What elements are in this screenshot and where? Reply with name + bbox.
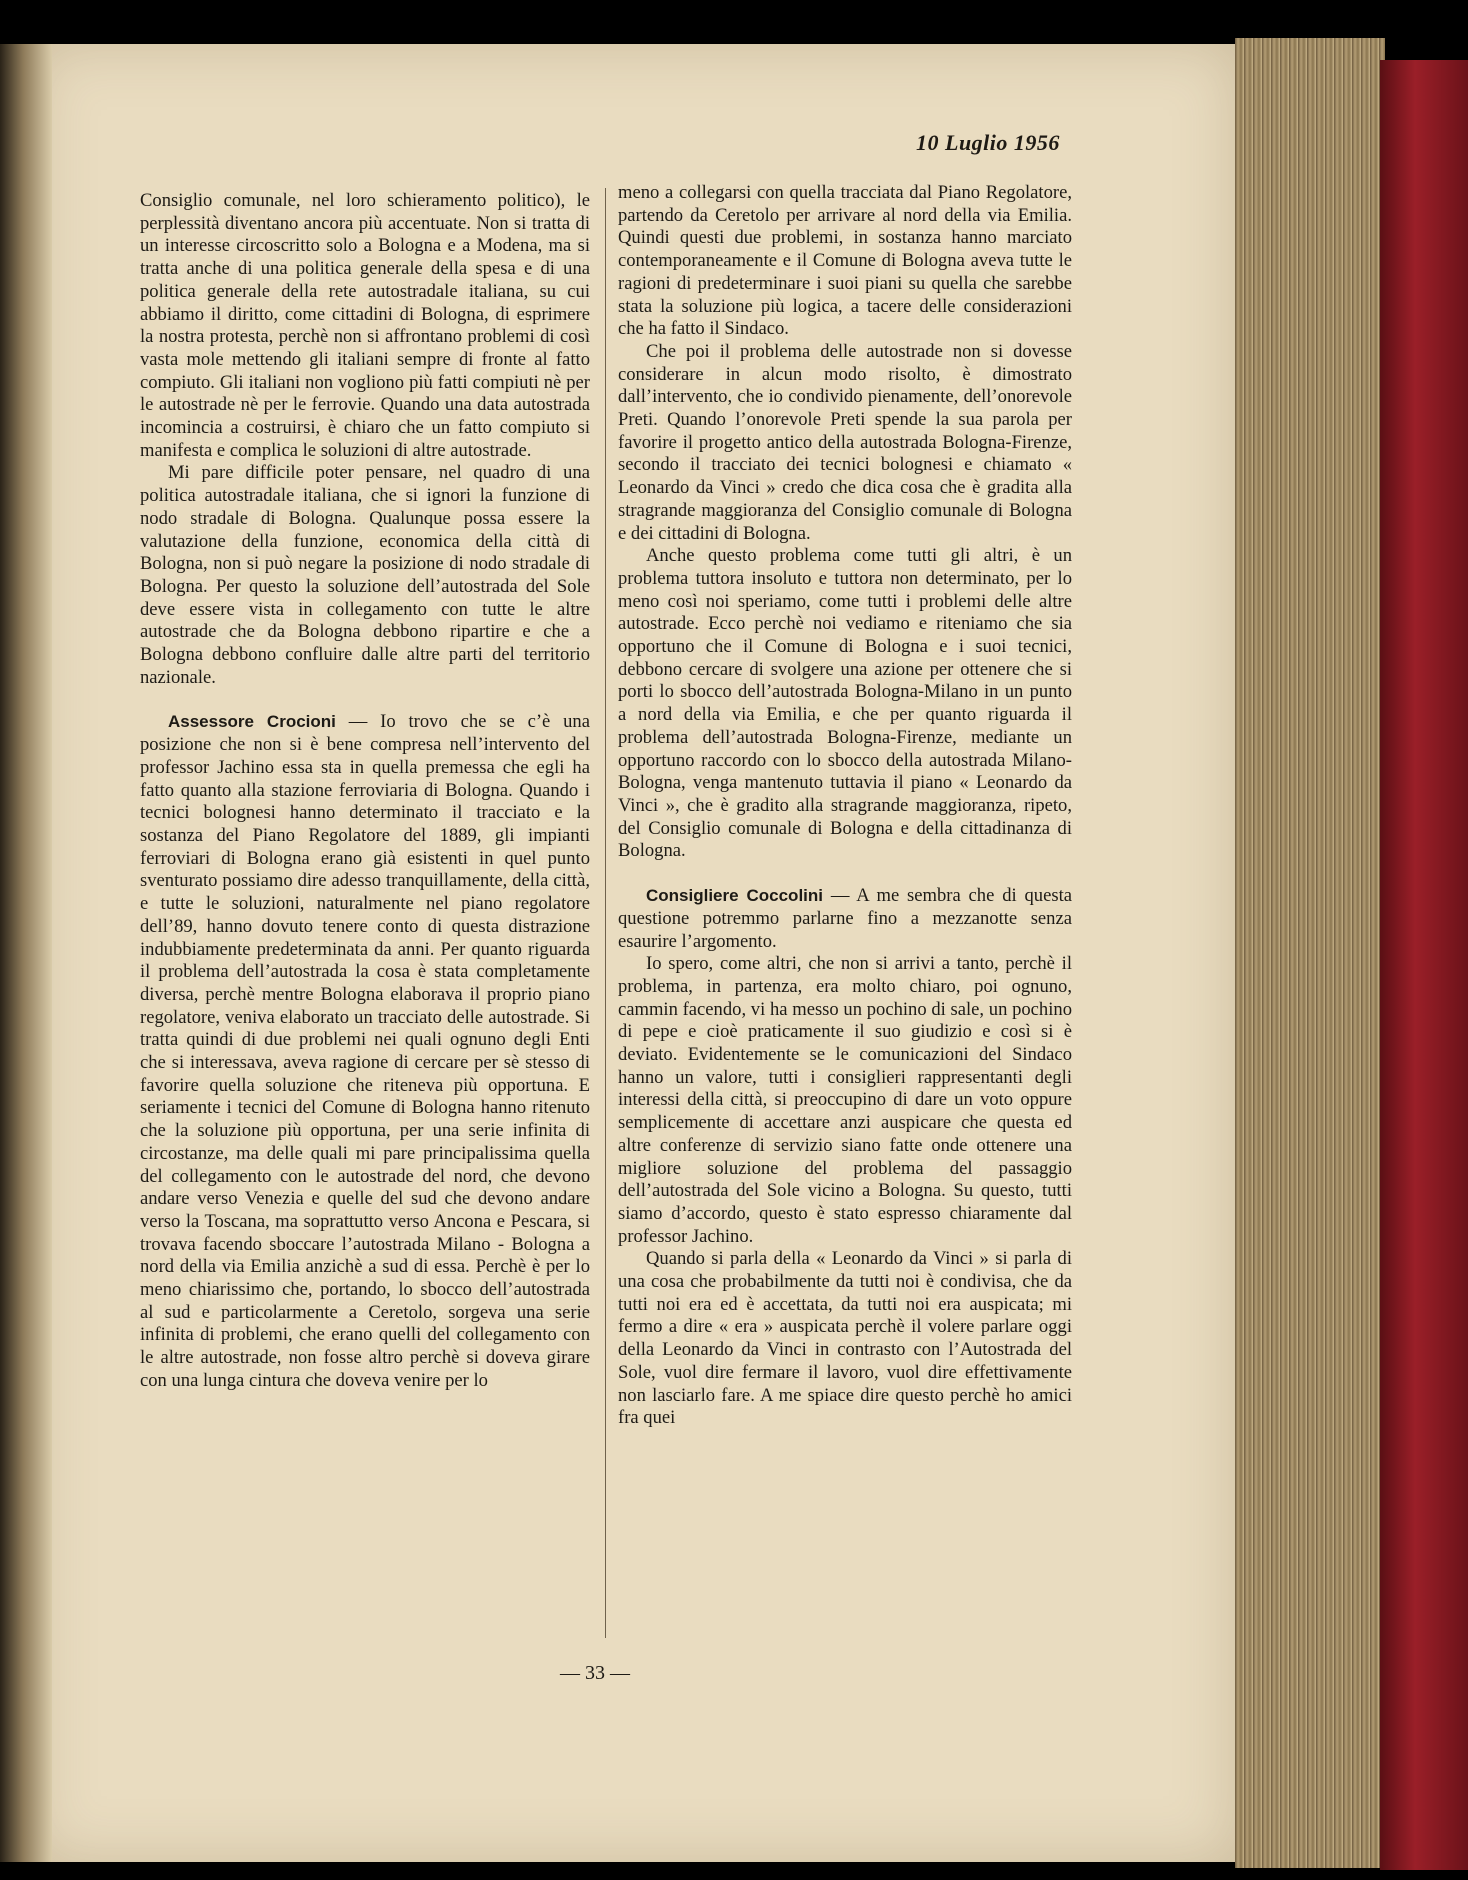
speech-text: — A me sembra che di questa questione potremmo parlarne fino a mezzanotte senza esaurire l’argomento. [618,885,1072,952]
right-text-column [618,182,1072,1430]
speech-paragraph [618,885,1072,953]
column-divider [605,188,606,1638]
book-fore-edge [1235,38,1385,1868]
paragraph: Quando si parla della « Leonardo da Vinci » si parla di una cosa che probabilmente da tutti noi è condivisa, che da tutti noi era ed è accettata, da tutti noi era auspicata; mi fermo a dire « era » auspicata perchè il volere parlare oggi della Leonardo da Vinci in contrasto con l’Autostrada del Sole, vuol dire fermare il lavoro, vuol dire effettivamente non lasciarlo fare. A me spiace dire questo perchè ho amici fra quei [618,1248,1072,1429]
paragraph: Consiglio comunale, nel loro schieramento politico), le perplessità diventano ancora più accentuate. Non si tratta di un interesse circoscritto solo a Bologna e a Modena, ma si tratta anche di una politica generale della spesa e di una politica generale della rete autostradale italiana, su cui abbiamo il diritto, come cittadini di Bologna, di esprimere la nostra protesta, perchè non si affrontano problemi di così vasta mole mettendo gli italiani sempre di fronte al fatto compiuto. Gli italiani non vogliono più fatti compiuti nè per le autostrade nè per le ferrovie. Quando una data autostrada incomincia a costruirsi, è chiaro che un fatto compiuto si manifesta e complica le soluzioni di altre autostrade. [140,190,590,461]
speaker-name: Consigliere Coccolini [646,886,823,906]
speaker-name: Assessore Crocioni [168,712,336,732]
speech-paragraph [140,711,590,1392]
book-cover-edge [1380,60,1468,1870]
paragraph: Anche questo problema come tutti gli altri, è un problema tuttora insoluto e tuttora non determinato, per lo meno così noi speriamo, come tutti i problemi delle altre autostrade. Ecco perchè noi vediamo e riteniamo che sia opportuno che il Comune di Bologna e i suoi tecnici, debbono cercare di svolgere una azione per ottenere che si porti lo sbocco dell’autostrada Bologna-Milano in un punto a nord della via Emilia, e che per quanto riguarda il problema dell’autostrada Bologna-Firenze, mediante un opportuno raccordo con lo sbocco della autostrada Milano-Bologna, venga mantenuto tuttavia il piano « Leonardo da Vinci », che è gradito alla stragrande maggioranza, ripeto, del Consiglio comunale di Bologna e della cittadinanza di Bologna. [618,545,1072,862]
left-text-column [140,190,590,1393]
page-number: — 33 — [560,1662,630,1684]
speech-text: — Io trovo che se c’è una posizione che non si è bene compresa nell’intervento del professor Jachino essa sta in quella premessa che egli ha fatto quanto alla stazione ferroviaria di Bologna. Quando i tecnici bolognesi hanno determinato il tracciato e la sostanza del Piano Regolatore del 1889, gli impianti ferroviari di Bologna erano già esistenti in quel punto sventurato possiamo dire adesso tranquillamente, della città, e tutte le soluzioni, naturalmente nel piano regolatore dell’89, hanno dovuto tenere conto di questa distrazione indubbiamente predeterminata da anni. Per quanto riguarda il problema dell’autostrada la cosa è stata completamente diversa, perchè mentre Bologna elaborava il proprio piano regolatore, veniva elaborato un tracciato delle autostrade. Si tratta quindi di due problemi nei quali ognuno degli Enti che si interessava, aveva ragione di cercare per sè stesso di favorire quella soluzione che riteneva più opportuna. E seriamente i tecnici del Comune di Bologna hanno ritenuto che la soluzione più opportuna, per una serie infinita di circostanze, ma delle quali mi pare principalissima quella del collegamento con le autostrade del nord, che devono andare verso Venezia e quelle del sud che devono andare verso la Toscana, ma soprattutto verso Ancona e Pescara, si trovava facendo sboccare l’autostrada Milano - Bologna a nord della via Emilia anzichè a sud di essa. Perchè è per lo meno chiarissimo che, portando, lo sbocco dell’autostrada al sud e particolarmente a Ceretolo, sorgeva una serie infinita di problemi, che erano quelli del collegamento con le altre autostrade, non fosse altro perchè si doveva girare con una lunga cintura che doveva venire per lo [140,711,590,1391]
book-gutter [0,44,52,1862]
paragraph: Che poi il problema delle autostrade non si dovesse considerare in alcun modo risolto, è dimostrato dall’intervento, che io condivido pienamente, dell’onorevole Preti. Quando l’onorevole Preti spende la sua parola per favorire il progetto antico della autostrada Bologna-Firenze, secondo il tracciato dei tecnici bolognesi e chiamato « Leonardo da Vinci » credo che dica cosa che è gradita alla stragrande maggioranza del Consiglio comunale di Bologna e dei cittadini di Bologna. [618,340,1072,544]
page-header-date: 10 Luglio 1956 [916,130,1060,155]
paragraph: Io spero, come altri, che non si arrivi a tanto, perchè il problema, in partenza, era molto chiaro, poi ognuno, cammin facendo, vi ha messo un pochino di sale, un pochino di pepe e cioè praticamente il suo giudizio e così si è deviato. Evidentemente se le comunicazioni del Sindaco hanno un valore, tutti i consiglieri rappresentanti degli interessi della città, si preoccupino di dare un voto oppure semplicemente di accettare anzi auspicare che questa ed altre conferenze di servizio siano fatte onde ottenere una migliore soluzione del problema del passaggio dell’autostrada del Sole vicino a Bologna. Su questo, tutti siamo d’accordo, questo è stato espresso chiaramente dal professor Jachino. [618,953,1072,1247]
paragraph: Mi pare difficile poter pensare, nel quadro di una politica autostradale italiana, che si ignori la funzione di nodo stradale di Bologna. Qualunque possa essere la valutazione della funzione, economica della città di Bologna, non si può negare la posizione di nodo stradale di Bologna. Per questo la soluzione dell’autostrada del Sole deve essere vista in collegamento con tutte le altre autostrade che da Bologna debbono ripartire e che a Bologna debbono confluire dalle altre parti del territorio nazionale. [140,462,590,688]
paragraph: meno a collegarsi con quella tracciata dal Piano Regolatore, partendo da Ceretolo per arrivare al nord della via Emilia. Quindi questi due problemi, in sostanza hanno marciato contemporaneamente e il Comune di Bologna aveva tutte le ragioni di predeterminare i suoi piani su quella che sarebbe stata la soluzione più logica, a tacere delle considerazioni che ha fatto il Sindaco. [618,182,1072,340]
